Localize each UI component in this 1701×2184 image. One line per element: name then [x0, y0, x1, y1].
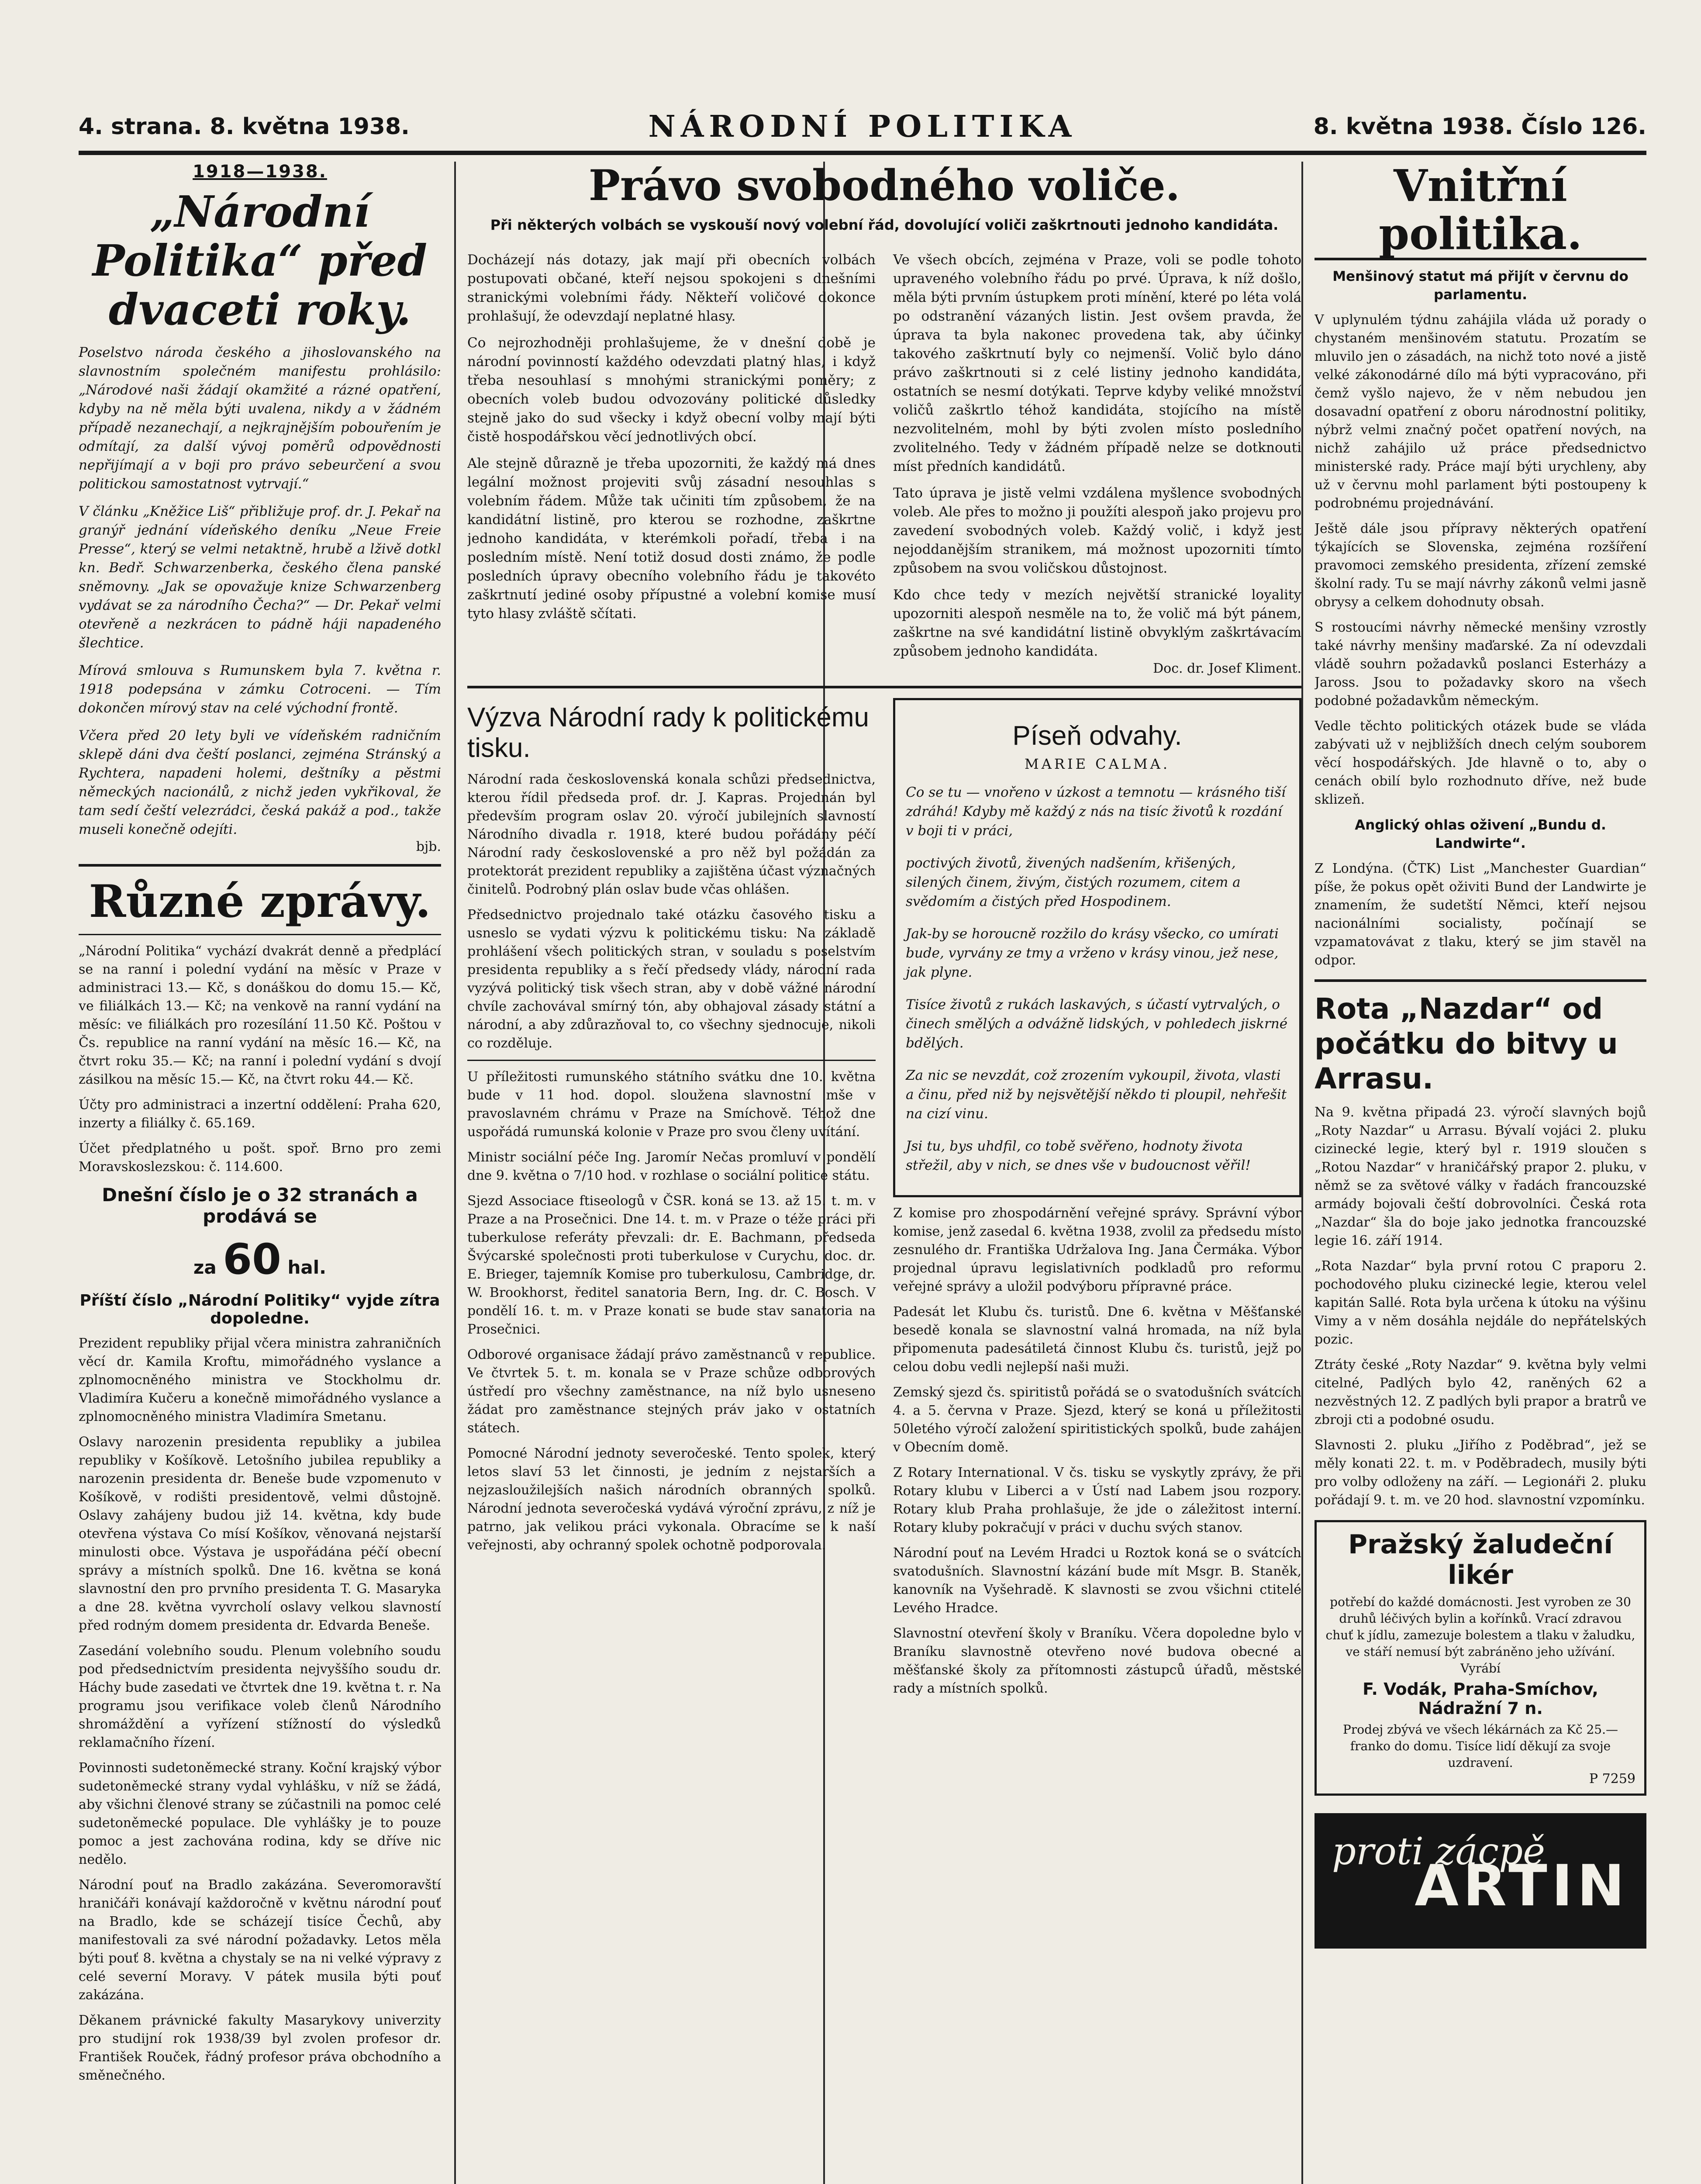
- politics-paragraph: Vedle těchto politických otázek bude se vláda zabývati už v nejbližších dnech celým souborem věcí hospodářských. Jde hlavně o to, aby o cenách obilí bylo rozhodnuto dříve, než bude sklizeň.: [1315, 719, 1646, 807]
- voter-article-subtitle: Při některých volbách se vyskouší nový volební řád, dovolující voliči zaškrtnouti jednoho kandidáta.: [490, 217, 1279, 233]
- lower-central: [467, 698, 1301, 1698]
- next-issue-note: Příští číslo „Národní Politiky“ vyjde zítra dopoledne.: [79, 1292, 440, 1327]
- divider: [79, 934, 441, 935]
- news-item: Z komise pro zhospodárnění veřejné správy. Správní výbor komise, jenž zasedal 6. května 1938, zvolil za předsedu místo zesnulého dr. Františka Udržalova Ing. Jana Čermáka. Výbor projednal úpravu legislativních podkladů pro reformu veřejné správy a uložil podvýboru přípravné práce.: [893, 1206, 1301, 1294]
- news-item: Prezident republiky přijal včera ministra zahraničních věcí dr. Kamila Kroftu, mimořádného vyslance a zplnomocněného ministra ve Stockholmu dr. Vladimíra Kučeru a konečně mimořádného vyslance a zplnomocněného ministra Vladimíra Smetanu.: [79, 1336, 441, 1424]
- subscription-info: „Národní Politika“ vychází dvakrát denně a předplácí se na ranní i polední vydání na měsíc v Praze v administraci 13.— Kč, s donáškou do domu 15.— Kč, ve filiálkách 13.— Kč; na venkově na ranní vydání na měsíc: ve filiálkách pro rozesílání 11.50 Kč. Poštou v Čs. republice na ranní vydání na měsíc 16.— Kč, na čtvrt roku 35.— Kč; na ranní i polední vydání s dvojí zásilkou na měsíc 15.— Kč, na čtvrt roku 44.— Kč.: [79, 943, 441, 1087]
- appeal-paragraph: Národní rada československá konala schůzi předsednictva, kterou řídil předseda prof. dr. J. Kapras. Projednán byl především program oslav 20. výročí jubilejních slavností Národního divadla r. 1918, které budou pořádány péčí Národní rady československé a pro něž byl požádán za protektorát prezident republiky a zajištěna účast význačných činitelů. Podrobný plán oslav bude včas ohlášen.: [467, 772, 876, 897]
- politics-paragraph: S rostoucími návrhy německé menšiny vzrostly také návrhy menšiny maďarské. Za ní odevzdali vládě souhrn požadavků poslanci Esterházy a Jaross. Jsou to požadavky skoro na všech podobné požadavkům německým.: [1315, 620, 1646, 708]
- central-columns: [467, 162, 1301, 2184]
- divider: [467, 686, 1301, 688]
- divider: [467, 1060, 876, 1061]
- accounts-info: Účty pro administraci a inzertní oddělení: Praha 620, inzerty a filiálky č. 65.169.: [79, 1097, 441, 1131]
- issue-pages: Dnešní číslo je o 32 stranách a prodává se: [102, 1184, 418, 1227]
- news-item: Děkanem právnické fakulty Masarykovy univerzity pro studijní rok 1938/39 byl zvolen profesor dr. František Rouček, řádný profesor práva obchodního a směnečného.: [79, 2013, 441, 2083]
- rota-paragraph: Na 9. května připadá 23. výročí slavných bojů „Roty Nazdar“ u Arrasu. Bývalí vojáci 2. pluku cizinecké legie, který byl r. 1919 sloučen s „Rotou Nazdar“ v hraničářský prapor 2. pluku, v němž se za světové války v řadách francouzské armády bojovali čeští dobrovolníci. Česká rota „Nazdar“ šla do boje jako jednotka francouzské legie 16. září 1914.: [1315, 1105, 1646, 1248]
- news-item: U příležitosti rumunského státního svátku dne 10. května bude v 11 hod. dopol. sloužena slavnostní mše v pravoslavném chrámu v Praze na Smíchově. Téhož dne uspořádá rumunská kolonie v Praze pro svou členy uvítání.: [467, 1069, 876, 1140]
- column-4: [1315, 162, 1646, 2184]
- anniversary-paragraph: Včera před 20 lety byli ve vídeňském radničním sklepě dáni dva čeští poslanci, zejména Stránský a Rychtera, napadeni holemi, deštníky a pěstmi německých nacionálů, z nichž jeden vykřikoval, že tam sedí čeští velezrádci, česká pakáž a pod., takže museli konečně odejíti.: [79, 728, 441, 837]
- politics-paragraph: Ještě dále jsou přípravy některých opatření týkajících se Slovenska, zejména rozšíření pravomoci zemského presidenta, zřízení zemské školní rady. Tu se mají návrhy zákonů velmi jasně obrysy a celkem dohodnuty obsah.: [1315, 521, 1646, 610]
- ad-note: Prodej zbývá ve všech lékárnách za Kč 25.— franko do domu. Tisíce lidí děkují za svoje uzdravení.: [1342, 1722, 1618, 1770]
- news-item: Oslavy narozenin presidenta republiky a jubilea republiky v Košíkově. Letošního jubilea republiky a narozenin presidenta dr. Beneše bude vzpomenuto v Košíkově, v rodišti presidentově, velmi důstojně. Oslavy zahájeny budou již 14. května, kdy bude otevřena výstava Co mísí Košíkov, věnovaná nejstarší minulosti obce. Výstava je uspořádána péčí obecní správy a místních spolků. Dne 16. května se koná slavnostní den pro prvního presidenta T. G. Masaryka a dne 28. května vyvrcholí oslavy velkou slavností před rodným domem presidenta dr. Edvarda Beneše.: [79, 1434, 441, 1633]
- column-rule: [454, 162, 456, 2184]
- voter-article-body: [467, 243, 1301, 676]
- poem-stanza: Jak-by se horoucně rozžilo do krásy všecko, co umírati bude, vyrvány ze tmy a vrženo v krásy vinou, jež nese, jak plyne.: [906, 926, 1279, 980]
- news-item: Pomocné Národní jednoty severočeské. Tento spolek, který letos slaví 53 let činnosti, je jedním z nejstarších a nejzasloužilejších našich národních obranných spolků. Národní jednota severočeská vydává výroční zprávu, z níž je patrno, jak velikou práci vykonala. Obracíme se k naší veřejnosti, aby ochranný spolek ochotně podporovala.: [467, 1446, 876, 1553]
- price-value: 60: [223, 1235, 281, 1284]
- voter-paragraph: Ve všech obcích, zejména v Praze, voli se podle tohoto upraveného volebního řádu po prvé. Úprava, k níž došlo, měla býti prvním ústupkem proti mínění, které po léta volá po odstranění vázaných listin. Jest ovšem pravda, že úprava ta byla nakonec provedena tak, aby účinky takového zaškrtnutí byly co nejmenší. Volič bylo dáno právo zaškrtnouti si z celé listiny jednoho kandidáta, ostatních se nesmí dotýkati. Teprve kdyby veliké množství voličů zaškrtlo téhož kandidáta, stojícího na místě nezvolitelném, mohl by býti zvolen místo posledního zvolitelného. Tedy v žádném případě nelze se dotknouti míst předních kandidátů.: [893, 252, 1301, 474]
- poem-box: [893, 698, 1301, 1197]
- poem-text: [906, 783, 1289, 1175]
- artin-advertisement: [1315, 1813, 1646, 1949]
- news-item: Zasedání volebního soudu. Plenum volebního soudu pod předsednictvím presidenta nejvyššího soudu dr. Háchy bude zasedati ve čtvrtek dne 19. května t. r. Na programu jsou verifikace voleb členů Národního shromáždění a vyřízení stížností do výsledků reklamačního řízení.: [79, 1643, 441, 1750]
- ad-title: Pražský žaludeční likér: [1348, 1529, 1613, 1590]
- ad-code: P 7259: [1589, 1771, 1635, 1787]
- rota-nazdar-title: Rota „Nazdar“ od počátku do bitvy u Arrasu.: [1315, 992, 1618, 1095]
- anniversary-years: 1918—1938.: [193, 162, 327, 182]
- newspaper-title: NÁRODNÍ POLITIKA: [648, 109, 1077, 144]
- news-item: Z Rotary International. V čs. tisku se vyskytly zprávy, že při Rotary klubu v Liberci a v Ústí nad Labem jsou rozpory. Rotary klub Praha prohlašuje, že jde o záležitost interní. Rotary kluby pokračují v práci v duchu svých stanov.: [893, 1465, 1301, 1535]
- issue-price: [79, 1235, 441, 1284]
- rota-paragraph: „Rota Nazdar“ byla první rotou C praporu 2. pochodového pluku cizinecké legie, kterou velel kapitán Sallé. Rota byla určena k útoku na výšinu Vimy a v něm dosáhla nejdále do nepřátelských pozic.: [1315, 1258, 1646, 1347]
- rota-paragraph: Slavnosti 2. pluku „Jiřího z Poděbrad“, jež se měly konati 22. t. m. v Poděbradech, musily býti pro volby odloženy na září. — Legionáři 2. pluku pořádají 9. t. m. ve 20 hod. slavnostní vzpomínku.: [1315, 1438, 1646, 1508]
- liqueur-advertisement: [1315, 1520, 1646, 1796]
- accounts-info: Účet předplatného u pošt. spoř. Brno pro zemi Moravskoslezskou: č. 114.600.: [79, 1141, 441, 1175]
- voter-article-author: Doc. dr. Josef Kliment.: [1153, 661, 1301, 676]
- rota-paragraph: Ztráty české „Roty Nazdar“ 9. května byly velmi citelné, Padlých bylo 42, raněných 62 a nezvěstných 12. Z padlých byli prapor a bratrů ve zbroji cti a podobné osudu.: [1315, 1357, 1646, 1427]
- voter-paragraph: Kdo chce tedy v mezích největší stranické loyality upozorniti alespoň nesměle na to, že volič má být pánem, zaškrtne na své kandidátní listině obvyklým zaškrtávacím způsobem jednoho kandidáta.: [893, 587, 1301, 659]
- voter-paragraph: Ale stejně důrazně je třeba upozorniti, že každý má dnes legální možnost projeviti svůj zásadní nesouhlas s volebním řádem. Může tak učiniti tím způsobem, že na kandidátní listině, pro kterou se rozhodne, zaškrtne jednoho kandidáta, v kterémkoli pořadí, třeba i na posledním místě. Není totiž dosud dosti známo, že podle posledních úpravy obecního volebního řádu je takovéto zaškrtnutí jediné osoby přípustné a volební komise musí tyto hlasy zvláště sčítati.: [467, 456, 876, 622]
- poem-stanza: poctivých životů, živených nadšením, křišených, silených činem, živým, čistých rozumem, citem a svědomím a čistých před Hospodinem.: [906, 855, 1241, 909]
- anniversary-paragraph: V článku „Kněžice Liš“ přibližuje prof. dr. J. Pekař na granýř jednání vídeňského deníku „Neue Freie Presse“, který se velmi netaktně, hrubě a lživě dotkl kn. Bedř. Schwarzenberka, českého člena panské sněmovny. „Jak se opovažuje knize Schwarzenberg vydávat se za národního Čecha?“ — Dr. Pekař velmi otevřeně a nezkrácen to pádně háji napadeného šlechtice.: [79, 504, 441, 651]
- page-number-date: 4. strana. 8. května 1938.: [79, 114, 410, 140]
- divider: [79, 864, 441, 867]
- news-item: Slavnostní otevření školy v Braníku. Včera dopoledne bylo v Braníku slavnostně otevřeno nové budova obecné a měšťanské školy za přítomnosti zástupců úřadů, městské rady a místních spolků.: [893, 1626, 1301, 1696]
- news-item: Padesát let Klubu čs. turistů. Dne 6. května v Měšťanské besedě konala se slavnostní valná hromada, na níž byla připomenuta padesátiletá činnost Klubu čs. turistů, jejž po celou dobu vedli nejlepší naši muži.: [893, 1304, 1301, 1375]
- artin-slogan: proti zácpě: [1332, 1830, 1546, 1873]
- voter-paragraph: Co nejrozhodněji prohlašujeme, že v dnešní době je národní povinností každého odevzdati platný hlas, i když třeba nesouhlasí s mnohými stranickými poměry; z obecních voleb budou odvozovány politické důsledky stejně jako do sud všecky i když obecní volby mají býti čistě hospodářskou věcí jednotlivých obcí.: [467, 335, 876, 445]
- artin-brand: ARTIN: [1415, 1852, 1629, 1919]
- politics-paragraph: Z Londýna. (ČTK) List „Manchester Guardian“ píše, že pokus opět oživiti Bund der Landwirte je znamením, že sudetští Němci, kteří nejsou nacionálními socialisty, počínají se vzpamatovávat z tlaku, který se jim stavěl na odpor.: [1315, 861, 1646, 968]
- news-item: Národní pouť na Levém Hradci u Roztok koná se o svátcích svatodušních. Slavnostní kázání bude mít Msgr. B. Staněk, kanovník na Vyšehradě. K slavnosti se zvou všichni ctitelé Levého Hradce.: [893, 1545, 1301, 1616]
- news-item: Sjezd Associace ftiseologů v ČSR. koná se 13. až 15. t. m. v Praze a na Prosečnici. Dne 14. t. m. v Praze o téže práci při tuberkulose referáty převzali: dr. E. Bachmann, předseda Švýcarské společnosti proti tuberkulose v Curychu, doc. dr. E. Brieger, tajemník Komise pro tuberkulosu, Cambridge, dr. W. Brookhorst, ředitel sanatoria Bern, Ing. dr. C. Bosch. V pondělí 16. t. m. v Praze konati se bude stav sanatoria na Prosečnici.: [467, 1193, 876, 1337]
- price-prefix: za: [193, 1257, 217, 1278]
- news-item: Povinnosti sudetoněmecké strany. Koční krajský výbor sudetoněmecké strany vydal vyhlášku, v níž se žádá, aby všichni členové strany se zúčastnili na pomoc celé sudetoněmecké populace. Dle vyhlášky je to pouze pomoc a jest zachována rodina, kdy se dříve nic nedělo.: [79, 1760, 441, 1867]
- masthead: [79, 109, 1646, 155]
- news-item: Odborové organisace žádají právo zaměstnanců v republice. Ve čtvrtek 5. t. m. konala se v Praze schůze odborových ústředí pro všechny zaměstnance, na níž bylo usneseno žádat pro zaměstnance stejných práv jako v ostatních státech.: [467, 1347, 876, 1436]
- column-2-lower: [467, 698, 876, 1698]
- poem-stanza: Za nic se nevzdát, což zrozením vykoupil, života, vlasti a činu, před niž by nejsvětější někdo ti ploupil, nehřešit na cizí vinu.: [906, 1068, 1287, 1122]
- voter-paragraph: Tato úprava je jistě velmi vzdálena myšlence svobodných voleb. Ale přes to možno ji použíti alespoň jako projevu pro zavedení svobodných voleb. Každý volič, i když jest nejoddanějším stranikem, má možnost upozorniti tímto způsobem na svou voličskou důstojnost.: [893, 485, 1301, 576]
- newspaper-page: [79, 109, 1646, 2184]
- column-rule: [1301, 162, 1303, 2184]
- misc-news-title: Různé zprávy.: [89, 875, 431, 928]
- poem-stanza: Tisíce životů z rukách laskavých, s účastí vytrvalých, o činech smělých a odvážně lidských, v pohledech jiskrné bdělých.: [906, 997, 1288, 1051]
- voter-article-title: Právo svobodného voliče.: [588, 162, 1180, 210]
- anniversary-paragraph: Mírová smlouva s Rumunskem byla 7. května r. 1918 podepsána v zámku Cotroceni. — Tím dokončen mírový stav na celé východní frontě.: [79, 663, 441, 716]
- news-item: Zemský sjezd čs. spiritistů pořádá se o svatodušních svátcích 4. a 5. června v Praze. Sjezd, který se koná u příležitosti 50letého výročí založení spiritistických spolků, bude zahájen v Obecním domě.: [893, 1385, 1301, 1455]
- column-1: [79, 162, 441, 2184]
- politics-paragraph: V uplynulém týdnu zahájila vláda už porady o chystaném menšinovém statutu. Prozatím se mluvilo jen o zásadách, na nichž toto nové a jistě velké zákonodárné dílo má býti vypracováno, při čemž vyšlo najevo, že v něm nebudou jen dosavadní opatření z oboru národnostní politiky, nýbrž velmi značný počet opatření nových, na nichž zahájilo už práce předsednictvo ministerské rady. Práce mají býti urychleny, aby už v červnu mohl parlament býti postoupeny k podrobnému projednávání.: [1315, 312, 1646, 511]
- ad-address: F. Vodák, Praha-Smíchov, Nádražní 7 n.: [1363, 1679, 1598, 1718]
- ad-body: potřebí do každé domácnosti. Jest vyroben ze 30 druhů léčivých bylin a kořínků. Vrací zdravou chuť k jídlu, zamezuje bolestem a tlaku v žaludku, ve stáří nemusí být zabráněno jeho užívání. Vyrábí: [1325, 1595, 1635, 1676]
- news-item: Ministr sociální péče Ing. Jaromír Nečas promluví v pondělí dne 9. května o 7/10 hod. v rozhlase o sociální politice státu.: [467, 1150, 876, 1183]
- price-unit: hal.: [287, 1257, 327, 1278]
- appeal-paragraph: Předsednictvo projednalo také otázku časového tisku a usneslo se vydati výzvu k politickému tisku: Na základě prohlášení všech politických stran, v souladu s poselstvím presidenta republiky a s řečí předsedy vlády, národní rada vyzývá politický tisk všech stran, aby v době vážné národní chvíle zachovával smírný tón, aby obhajoval zásady státní a národní, a aby zdůrazňoval to, co všechny sjednocuje, nikoli co rozděluje.: [467, 907, 876, 1051]
- minority-statute-headline: Menšinový statut má přijít v červnu do parlamentu.: [1332, 269, 1629, 303]
- english-response-headline: Anglický ohlas oživení „Bundu d. Landwirte“.: [1355, 817, 1606, 851]
- anniversary-paragraph: Poselstvo národa českého a jihoslovanského na slavnostním společném manifestu prohlásilo: „Národové naši žádají okamžité a rázné opatření, kdyby na ně měla býti uvalena, nikdy a v žádném případě nezanechají, a nejkrajnějším pobouřením je odmítají, za další vývoj poměrů odpovědnosti nepřijímají a v boji pro právo sebeurčení a svou politickou samostatnost vytrvají.“: [79, 345, 441, 492]
- poem-stanza: Co se tu — vnořeno v úzkost a temnotu — krásného tiší zdráhá! Kdyby mě každý z nás na tisíc životů k rozdání v boji ti v práci,: [906, 784, 1286, 839]
- voter-paragraph: Docházejí nás dotazy, jak mají při obecních volbách postupovati občané, kteří nejsou spokojeni s dnešními stranickými volebními řády. Někteří voličové dokonce prohlašují, že odevzdají neplatné hlasy.: [467, 252, 876, 324]
- anniversary-title: „Národní Politika“ před dvaceti roky.: [92, 187, 428, 335]
- domestic-politics-title: Vnitřní politika.: [1315, 162, 1646, 260]
- poem-stanza: Jsi tu, bys uhdfil, co tobě svěřeno, hodnoty života střežil, aby v nich, se dnes vše v budoucnost věřil!: [906, 1138, 1251, 1173]
- news-item: Národní pouť na Bradlo zakázána. Severomoravští hraničáři konávají každoročně v květnu národní pouť na Bradlo, kde se scházejí tisíce Čechů, aby manifestovali za své národní požadavky. Letos měla býti pouť 8. května a chystaly se na ni velké výpravy z celé severní Moravy. V pátek musila býti pouť zakázána.: [79, 1877, 441, 2003]
- divider: [1315, 979, 1646, 982]
- column-3-lower: [893, 698, 1301, 1698]
- poem-title: Píseň odvahy.: [1012, 721, 1182, 751]
- anniversary-signature: bjb.: [416, 839, 441, 854]
- issue-date-number: 8. května 1938. Číslo 126.: [1313, 114, 1646, 140]
- poem-author: MARIE CALMA.: [1024, 756, 1170, 772]
- appeal-title: Výzva Národní rady k politickému tisku.: [467, 702, 869, 763]
